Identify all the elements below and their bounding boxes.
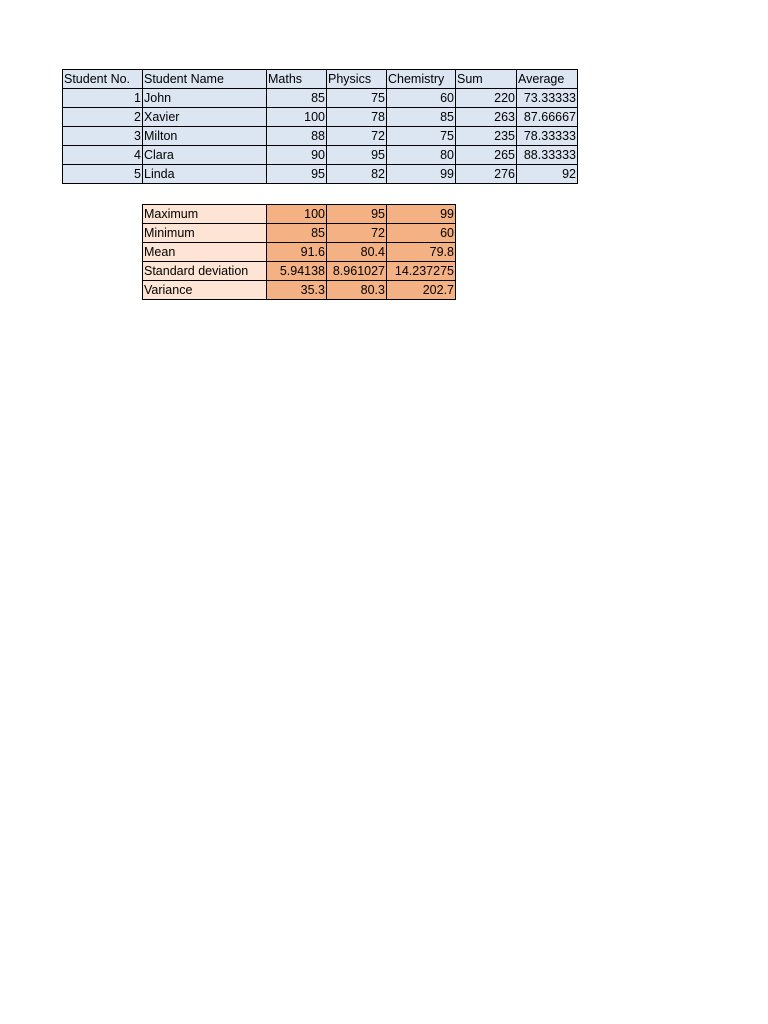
stats-table bbox=[142, 204, 456, 300]
table-row bbox=[63, 165, 578, 184]
stats-label[interactable]: Minimum bbox=[143, 224, 267, 243]
stats-row-variance bbox=[143, 281, 456, 300]
header-average[interactable]: Average bbox=[517, 70, 578, 89]
stats-maths-value[interactable]: 5.94138 bbox=[267, 262, 327, 281]
header-chemistry[interactable]: Chemistry bbox=[387, 70, 456, 89]
cell-chemistry[interactable]: 75 bbox=[387, 127, 456, 146]
table-row bbox=[63, 108, 578, 127]
cell-sum[interactable]: 235 bbox=[456, 127, 517, 146]
cell-physics[interactable]: 75 bbox=[327, 89, 387, 108]
stats-label[interactable]: Mean bbox=[143, 243, 267, 262]
cell-average[interactable]: 92 bbox=[517, 165, 578, 184]
stats-maths-value[interactable]: 100 bbox=[267, 205, 327, 224]
stats-maths-value[interactable]: 91.6 bbox=[267, 243, 327, 262]
cell-physics[interactable]: 95 bbox=[327, 146, 387, 165]
cell-chemistry[interactable]: 85 bbox=[387, 108, 456, 127]
cell-student-name[interactable]: Milton bbox=[143, 127, 267, 146]
stats-label[interactable]: Standard deviation bbox=[143, 262, 267, 281]
stats-physics-value[interactable]: 72 bbox=[327, 224, 387, 243]
cell-chemistry[interactable]: 99 bbox=[387, 165, 456, 184]
cell-physics[interactable]: 78 bbox=[327, 108, 387, 127]
cell-student-name[interactable]: Xavier bbox=[143, 108, 267, 127]
cell-average[interactable]: 78.33333 bbox=[517, 127, 578, 146]
header-student-no[interactable]: Student No. bbox=[63, 70, 143, 89]
cell-maths[interactable]: 100 bbox=[267, 108, 327, 127]
header-maths[interactable]: Maths bbox=[267, 70, 327, 89]
cell-sum[interactable]: 263 bbox=[456, 108, 517, 127]
cell-sum[interactable]: 265 bbox=[456, 146, 517, 165]
cell-average[interactable]: 73.33333 bbox=[517, 89, 578, 108]
stats-label[interactable]: Maximum bbox=[143, 205, 267, 224]
cell-student-name[interactable]: Clara bbox=[143, 146, 267, 165]
stats-physics-value[interactable]: 80.3 bbox=[327, 281, 387, 300]
stats-label[interactable]: Variance bbox=[143, 281, 267, 300]
header-row bbox=[63, 70, 578, 89]
cell-maths[interactable]: 90 bbox=[267, 146, 327, 165]
stats-physics-value[interactable]: 95 bbox=[327, 205, 387, 224]
cell-student-name[interactable]: Linda bbox=[143, 165, 267, 184]
stats-chemistry-value[interactable]: 14.237275 bbox=[387, 262, 456, 281]
stats-physics-value[interactable]: 8.961027 bbox=[327, 262, 387, 281]
cell-physics[interactable]: 72 bbox=[327, 127, 387, 146]
cell-average[interactable]: 88.33333 bbox=[517, 146, 578, 165]
stats-chemistry-value[interactable]: 79.8 bbox=[387, 243, 456, 262]
header-physics[interactable]: Physics bbox=[327, 70, 387, 89]
cell-sum[interactable]: 220 bbox=[456, 89, 517, 108]
stats-physics-value[interactable]: 80.4 bbox=[327, 243, 387, 262]
stats-chemistry-value[interactable]: 99 bbox=[387, 205, 456, 224]
cell-physics[interactable]: 82 bbox=[327, 165, 387, 184]
cell-student-name[interactable]: John bbox=[143, 89, 267, 108]
header-student-name[interactable]: Student Name bbox=[143, 70, 267, 89]
table-row bbox=[63, 89, 578, 108]
stats-chemistry-value[interactable]: 60 bbox=[387, 224, 456, 243]
students-table bbox=[62, 69, 578, 184]
header-sum[interactable]: Sum bbox=[456, 70, 517, 89]
table-row bbox=[63, 127, 578, 146]
cell-average[interactable]: 87.66667 bbox=[517, 108, 578, 127]
cell-maths[interactable]: 88 bbox=[267, 127, 327, 146]
cell-student-no[interactable]: 2 bbox=[63, 108, 143, 127]
stats-maths-value[interactable]: 85 bbox=[267, 224, 327, 243]
stats-row-maximum bbox=[143, 205, 456, 224]
stats-row-mean bbox=[143, 243, 456, 262]
table-row bbox=[63, 146, 578, 165]
cell-student-no[interactable]: 5 bbox=[63, 165, 143, 184]
cell-maths[interactable]: 95 bbox=[267, 165, 327, 184]
cell-maths[interactable]: 85 bbox=[267, 89, 327, 108]
cell-chemistry[interactable]: 80 bbox=[387, 146, 456, 165]
cell-chemistry[interactable]: 60 bbox=[387, 89, 456, 108]
cell-student-no[interactable]: 1 bbox=[63, 89, 143, 108]
cell-student-no[interactable]: 4 bbox=[63, 146, 143, 165]
stats-chemistry-value[interactable]: 202.7 bbox=[387, 281, 456, 300]
cell-sum[interactable]: 276 bbox=[456, 165, 517, 184]
stats-row-standard-deviation bbox=[143, 262, 456, 281]
stats-row-minimum bbox=[143, 224, 456, 243]
cell-student-no[interactable]: 3 bbox=[63, 127, 143, 146]
stats-maths-value[interactable]: 35.3 bbox=[267, 281, 327, 300]
